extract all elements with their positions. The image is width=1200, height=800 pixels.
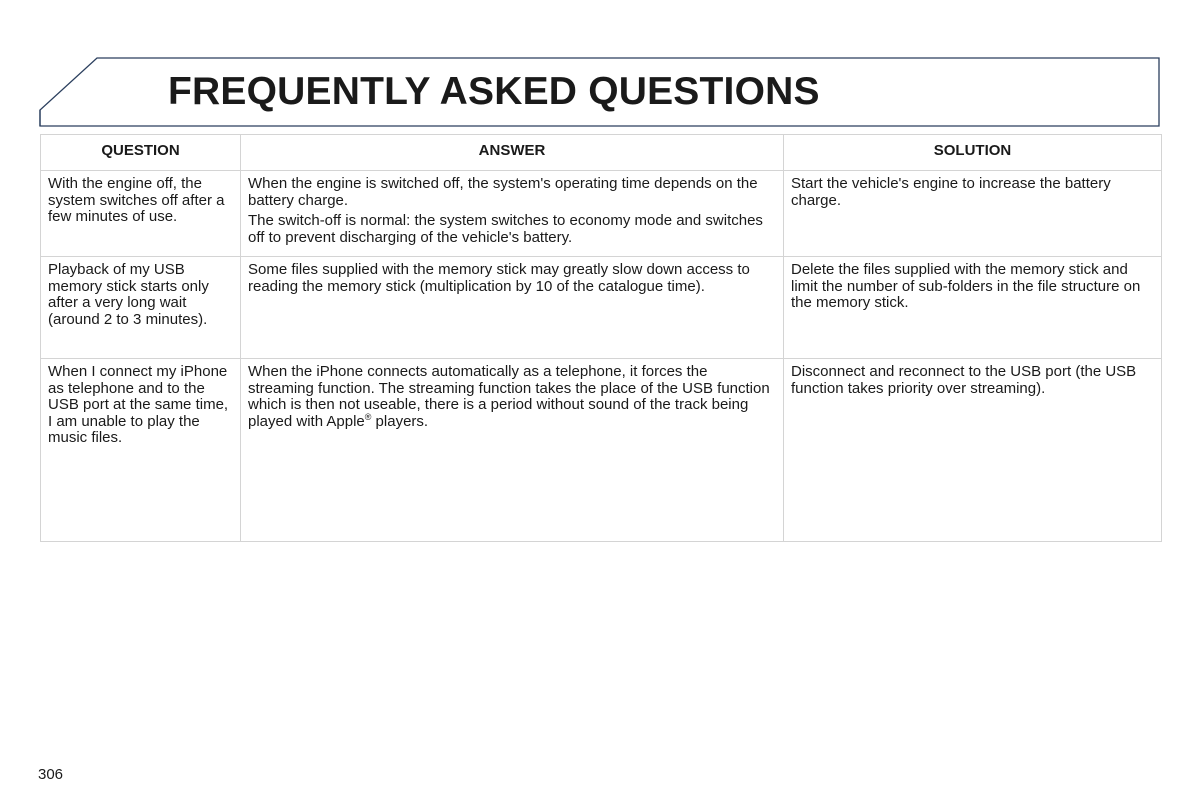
solution-text: Disconnect and reconnect to the USB port (the USB function takes priority over streaming). [791,363,1137,397]
question-text: With the engine off, the system switches off after a few minutes of use. [48,175,225,225]
table-row [41,359,1162,542]
answer-text-end: players. [371,412,429,430]
answer-text [248,364,776,430]
solution-text: Delete the files supplied with the memory stick and limit the number of sub-folders in the file structure on the memory stick. [791,261,1141,311]
page-title: FREQUENTLY ASKED QUESTIONS [168,70,820,113]
answer-cell [241,257,784,359]
question-text: When I connect my iPhone as telephone and to the USB port at the same time, I am unable to play the music files. [48,363,229,446]
question-cell [41,257,241,359]
column-header-question: QUESTION [41,135,241,171]
table-row [41,171,1162,257]
question-cell [41,171,241,257]
answer-text: Some files supplied with the memory stick may greatly slow down access to reading the memory stick (multiplication by 10 of the catalogue time). [248,261,750,295]
answer-cell [241,359,784,542]
title-banner [0,0,1200,130]
answer-cell [241,171,784,257]
solution-text: Start the vehicle's engine to increase the battery charge. [791,175,1111,209]
column-header-answer: ANSWER [241,135,784,171]
answer-text: The switch-off is normal: the system switches to economy mode and switches off to prevent discharging of the vehicle's battery. [248,212,763,246]
page-number: 306 [38,766,64,783]
faq-table [40,134,1162,542]
solution-cell [784,257,1162,359]
table-row [41,257,1162,359]
column-header-solution: SOLUTION [784,135,1162,171]
answer-text: When the engine is switched off, the system's operating time depends on the battery charge. [248,175,758,209]
table-header-row [41,135,1162,171]
solution-cell [784,359,1162,542]
registered-trademark-mark: ® [364,411,372,422]
question-cell [41,359,241,542]
question-text: Playback of my USB memory stick starts only after a very long wait (around 2 to 3 minutes). [48,261,209,328]
solution-cell [784,171,1162,257]
answer-text-main: When the iPhone connects automatically as a telephone, it forces the streaming function. The streaming function takes the place of the USB function which is then not useable, there is a period without sound of the track being played with Apple [248,363,770,430]
